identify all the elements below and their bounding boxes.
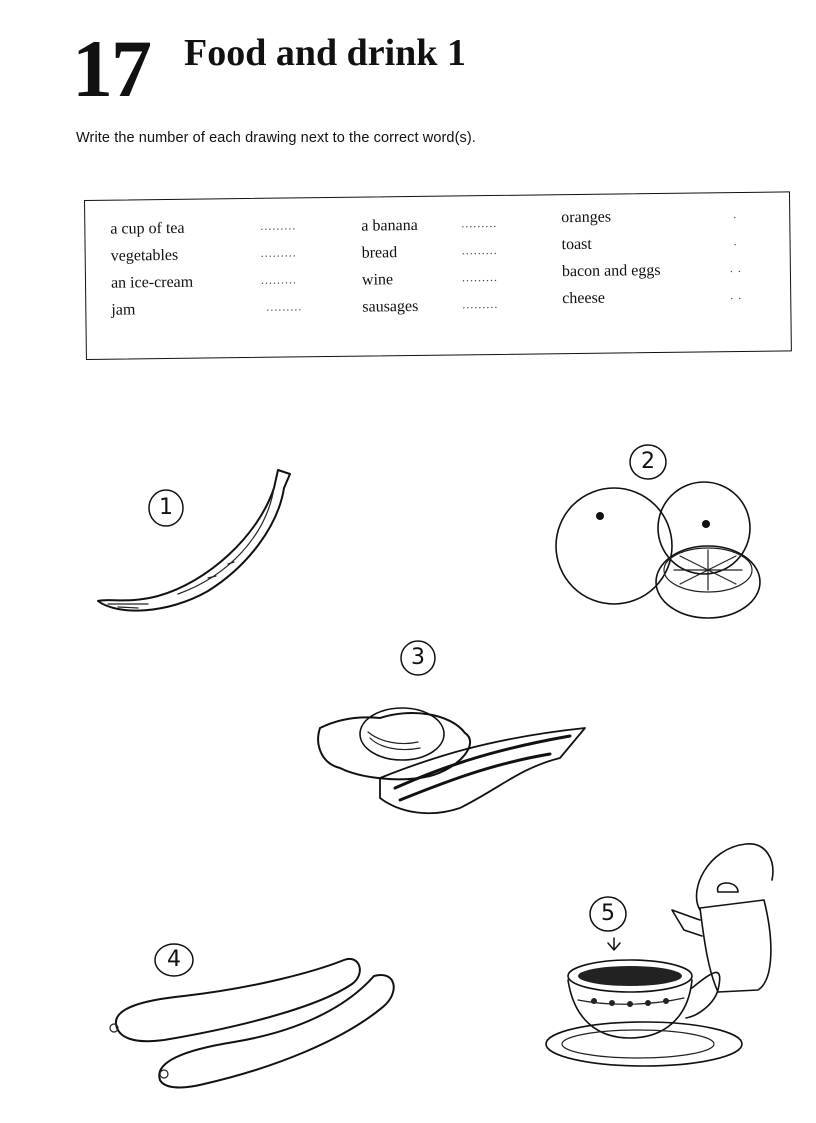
- answer-blank[interactable]: .........: [266, 299, 303, 314]
- answer-blank[interactable]: .........: [260, 272, 298, 287]
- answer-blank[interactable]: .........: [260, 245, 297, 260]
- drawing-number-1: 1: [146, 488, 186, 528]
- sausages-icon: [104, 952, 414, 1092]
- page-title: Food and drink 1: [184, 32, 466, 74]
- word-box: [84, 191, 792, 360]
- word-column-3: [561, 207, 743, 317]
- drawing-number-4: 4: [154, 940, 194, 980]
- answer-blank[interactable]: .........: [461, 269, 499, 285]
- answer-blank[interactable]: .: [733, 207, 738, 222]
- word-label: vegetables: [110, 246, 179, 265]
- answer-blank[interactable]: .........: [260, 218, 297, 233]
- unit-number: 17: [72, 23, 150, 114]
- answer-blank[interactable]: .........: [462, 296, 499, 312]
- word-label: cheese: [562, 289, 605, 308]
- word-label: toast: [561, 235, 592, 254]
- word-label: a banana: [361, 216, 418, 235]
- banana-icon: [88, 466, 298, 626]
- word-label: an ice-cream: [110, 273, 194, 292]
- drawing-number-2: 2: [628, 442, 668, 482]
- word-label: bread: [361, 244, 398, 262]
- word-label: oranges: [561, 208, 612, 227]
- word-label: bacon and eggs: [561, 261, 661, 281]
- answer-blank[interactable]: .: [733, 234, 738, 249]
- word-label: a cup of tea: [110, 219, 185, 238]
- word-column-2: [361, 215, 499, 326]
- drawing-number-5: 5: [588, 894, 628, 934]
- word-label: wine: [361, 271, 394, 289]
- answer-blank[interactable]: .........: [461, 242, 498, 258]
- oranges-icon: [554, 482, 764, 622]
- bacon-and-eggs-icon: [300, 688, 600, 828]
- drawing-number-3: 3: [398, 638, 438, 678]
- word-label: sausages: [362, 297, 419, 316]
- answer-blank[interactable]: . .: [730, 287, 743, 303]
- answer-blank[interactable]: . .: [729, 260, 742, 276]
- instruction-text: Write the number of each drawing next to the correct word(s).: [76, 130, 476, 146]
- word-column-1: [110, 218, 303, 329]
- answer-blank[interactable]: .........: [461, 215, 498, 231]
- cup-of-tea-icon: [538, 840, 788, 1070]
- word-label: jam: [111, 301, 136, 319]
